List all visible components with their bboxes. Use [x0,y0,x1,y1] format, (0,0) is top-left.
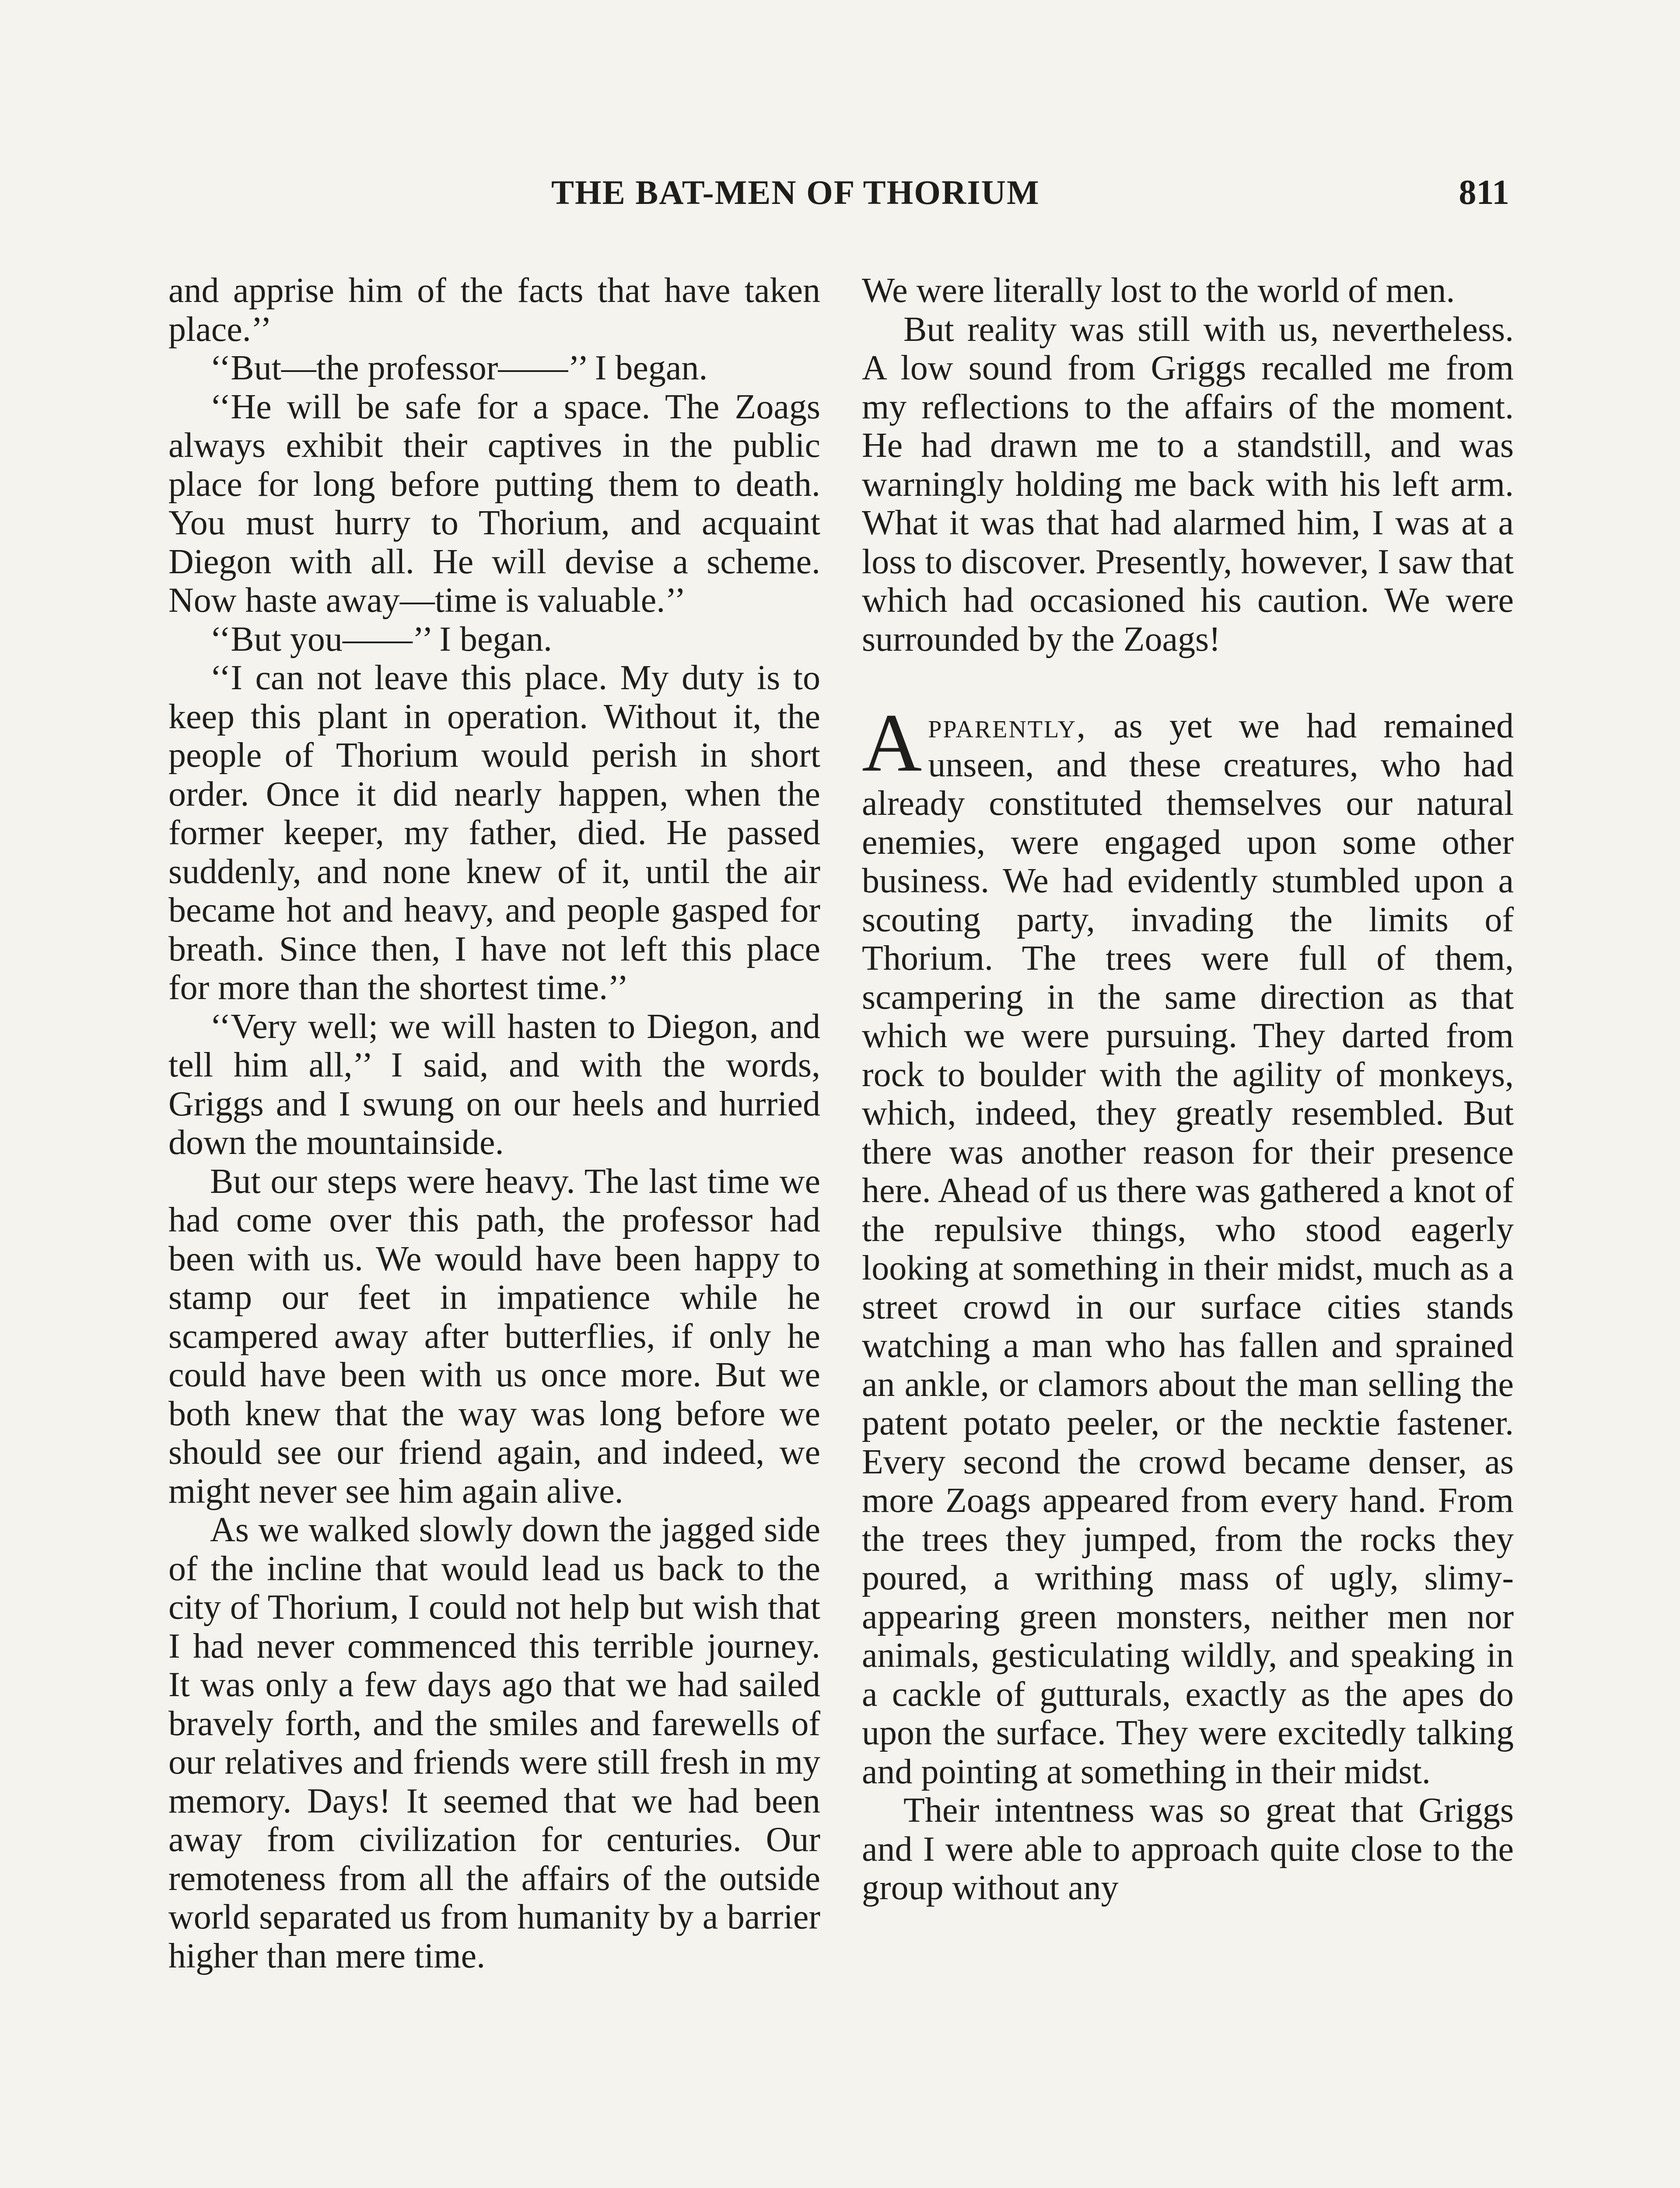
paragraph: ‘‘He will be safe for a space. The Zoags always exhibit their captives in the public place for long before putting them to death. You must hurry to Thorium, and acquaint Diegon with all. He will devise a scheme. Now haste away—time is valuable.’’ [168,387,820,620]
paragraph: But our steps were heavy. The last time we had come over this path, the professor had been with us. We would have been happy to stamp our feet in impatience while he scampered away after butterflies, if only he could have been with us once more. But we both knew that the way was long before we should see our friend again, and indeed, we might never see him again alive. [168,1162,820,1511]
paragraph: We were literally lost to the world of men. [862,271,1455,310]
paragraph: But reality was still with us, nevertheless. A low sound from Griggs recalled me from my reflections to the affairs of the moment. He had drawn me to a standstill, and was warningly holding me back with his left arm. What it was that had alarmed him, I was at a loss to discover. Presently, however, I saw that which had occasioned his caution. We were surrounded by the Zoags! [862,310,1514,659]
page-number: 811 [1459,173,1509,212]
paragraph: ‘‘But you——’’ I began. [210,620,552,659]
paragraph-text: as yet we had remained unseen, and these creatures, who had already constituted themselves our natural enemies, were engaged upon some other business. We had evidently stumbled upon a scouting party, invading the limits of Thorium. The trees were full of them, scampering in the same direction as that which we were pursuing. They darted from rock to boulder with the agility of monkeys, which, indeed, they greatly resembled. But there was another reason for their presence here. Ahead of us there was gathered a knot of the repulsive things, who stood eagerly looking at something in their midst, much as a street crowd in our surface cities stands watching a man who has fallen and sprained an ankle, or clamors about the man selling the patent potato peeler, or the necktie fastener. Every second the crowd became denser, as more Zoags appeared from every hand. From the trees they jumped, from the rocks they poured, a writhing mass of ugly, slimy-appearing green monsters, neither men nor animals, gesticulating wildly, and speaking in a cackle of gutturals, exactly as the apes do upon the surface. They were excitedly talking and pointing at something in their midst. [862,707,1514,1791]
left-column [168,271,820,1975]
paragraph: and apprise him of the facts that have taken place.’’ [168,271,820,349]
paragraph: Their intentness was so great that Griggs and I were able to approach quite close to the group without any [862,1791,1514,1907]
paragraph: As we walked slowly down the jagged side of the incline that would lead us back to the city of Thorium, I could not help but wish that I had never commenced this terrible journey. It was only a few days ago that we had sailed bravely forth, and the smiles and farewells of our relatives and friends were still fresh in my memory. Days! It seemed that we had been away from civilization for centuries. Our remoteness from all the affairs of the outside world separated us from humanity by a barrier higher than mere time. [168,1511,820,1975]
drop-cap: A [862,697,922,789]
paragraph: ‘‘Very well; we will hasten to Diegon, and tell him all,’’ I said, and with the words, Griggs and I swung on our heels and hurried down the mountainside. [168,1007,820,1162]
paragraph: ‘‘I can not leave this place. My duty is to keep this plant in operation. Without it, the people of Thorium would perish in short order. Once it did nearly happen, when the former keeper, my father, died. He passed suddenly, and none knew of it, until the air became hot and heavy, and people gasped for breath. Since then, I have not left this place for more than the shortest time.’’ [168,659,820,1007]
running-title: THE BAT-MEN OF THORIUM [551,173,1040,211]
section-first-paragraph [862,697,1514,1791]
paragraph: ‘‘But—the professor——’’ I began. [210,349,708,387]
running-head [166,173,1509,225]
right-column [862,271,1514,1907]
lead-small-caps: pparently, [928,707,1087,745]
